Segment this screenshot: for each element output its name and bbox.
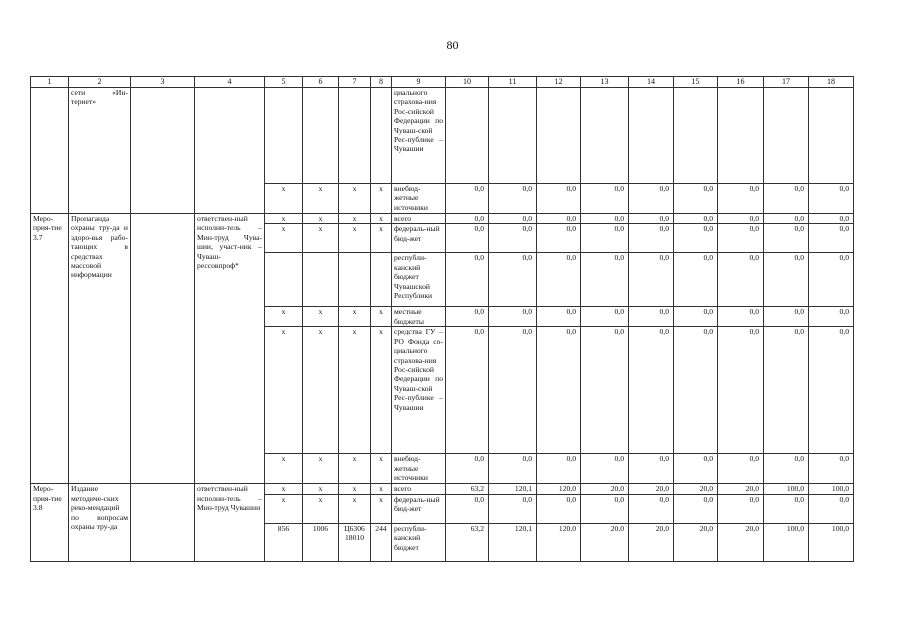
value-cell: 0,0 — [809, 494, 854, 523]
funding-source: внебюд-жетные источники — [392, 184, 446, 214]
value-cell: 0,0 — [809, 253, 854, 307]
table-cell — [764, 88, 809, 184]
value-cell: 0,0 — [489, 307, 537, 327]
value-cell: 0,0 — [446, 327, 489, 454]
table-cell: x — [339, 494, 371, 523]
table-cell — [303, 253, 339, 307]
table-cell: x — [265, 214, 303, 224]
value-cell: 0,0 — [581, 327, 629, 454]
value-cell: 0,0 — [581, 224, 629, 253]
table-cell: x — [371, 224, 392, 253]
funding-source: всего — [392, 214, 446, 224]
value-cell: 0,0 — [764, 214, 809, 224]
funding-source: республи-канский бюджет Чувашской Республики — [392, 253, 446, 307]
value-cell: 120,0 — [537, 484, 581, 494]
table-cell: x — [265, 307, 303, 327]
value-cell: 0,0 — [489, 327, 537, 454]
column-header: 10 — [446, 77, 489, 88]
value-cell: 0,0 — [629, 454, 674, 484]
value-cell: 0,0 — [537, 253, 581, 307]
column-header: 4 — [195, 77, 265, 88]
column-header: 16 — [718, 77, 764, 88]
value-cell: 0,0 — [446, 184, 489, 214]
funding-source: федераль-ный бюд-жет — [392, 494, 446, 523]
table-cell: x — [371, 454, 392, 484]
table-cell — [581, 88, 629, 184]
table-cell: x — [371, 184, 392, 214]
funding-source: республи-канский бюджет — [392, 523, 446, 561]
value-cell: 0,0 — [718, 307, 764, 327]
table-row — [31, 214, 854, 224]
measure-title: Издание методиче-ских реко-мендаций по вопросам охраны тру-да — [69, 484, 131, 561]
table-cell — [195, 88, 265, 214]
value-cell: 0,0 — [537, 327, 581, 454]
value-cell: 0,0 — [446, 214, 489, 224]
value-cell: 100,0 — [764, 523, 809, 561]
value-cell: 0,0 — [809, 454, 854, 484]
table-cell: x — [303, 454, 339, 484]
column-header: 8 — [371, 77, 392, 88]
value-cell: 0,0 — [629, 224, 674, 253]
table-cell: 244 — [371, 523, 392, 561]
value-cell: 0,0 — [764, 184, 809, 214]
table-cell: x — [303, 307, 339, 327]
value-cell: 0,0 — [674, 184, 718, 214]
column-header: 11 — [489, 77, 537, 88]
table-cell: x — [265, 327, 303, 454]
value-cell: 63,2 — [446, 484, 489, 494]
value-cell: 0,0 — [674, 253, 718, 307]
value-cell: 0,0 — [537, 214, 581, 224]
funding-source: внебюд-жетные источники — [392, 454, 446, 484]
column-header: 3 — [131, 77, 195, 88]
value-cell: 0,0 — [581, 253, 629, 307]
column-header: 18 — [809, 77, 854, 88]
table-cell: x — [303, 184, 339, 214]
value-cell: 0,0 — [537, 494, 581, 523]
value-cell: 0,0 — [764, 494, 809, 523]
value-cell: 0,0 — [718, 494, 764, 523]
value-cell: 0,0 — [674, 224, 718, 253]
value-cell: 0,0 — [581, 494, 629, 523]
value-cell: 0,0 — [809, 224, 854, 253]
value-cell: 0,0 — [764, 454, 809, 484]
table-cell: x — [339, 454, 371, 484]
table-cell: x — [371, 327, 392, 454]
value-cell: 0,0 — [446, 494, 489, 523]
value-cell: 0,0 — [674, 454, 718, 484]
value-cell: 0,0 — [581, 307, 629, 327]
value-cell: 0,0 — [718, 253, 764, 307]
value-cell: 120,0 — [537, 523, 581, 561]
value-cell: 0,0 — [581, 214, 629, 224]
funding-source: всего — [392, 484, 446, 494]
table-cell: x — [303, 494, 339, 523]
value-cell: 0,0 — [489, 184, 537, 214]
table-cell — [131, 484, 195, 561]
value-cell: 100,0 — [764, 484, 809, 494]
value-cell: 0,0 — [674, 494, 718, 523]
table-cell: 1006 — [303, 523, 339, 561]
value-cell: 0,0 — [674, 307, 718, 327]
table-cell: x — [371, 307, 392, 327]
value-cell: 0,0 — [764, 327, 809, 454]
value-cell: 0,0 — [718, 224, 764, 253]
value-cell: 0,0 — [764, 307, 809, 327]
column-header: 7 — [339, 77, 371, 88]
table-cell — [809, 88, 854, 184]
value-cell: 0,0 — [446, 307, 489, 327]
value-cell: 0,0 — [537, 184, 581, 214]
table-cell: сети «Ин-тернет» — [69, 88, 131, 214]
table-cell — [339, 253, 371, 307]
column-header: 2 — [69, 77, 131, 88]
value-cell: 0,0 — [764, 224, 809, 253]
value-cell: 0,0 — [629, 307, 674, 327]
table-body — [31, 77, 854, 562]
value-cell: 0,0 — [629, 327, 674, 454]
table-cell: Ц6306 18010 — [339, 523, 371, 561]
value-cell: 0,0 — [809, 214, 854, 224]
column-header: 1 — [31, 77, 69, 88]
value-cell: 0,0 — [581, 184, 629, 214]
value-cell: 0,0 — [629, 253, 674, 307]
table-cell — [131, 88, 195, 214]
value-cell: 0,0 — [489, 494, 537, 523]
table-row — [31, 88, 854, 184]
value-cell: 0,0 — [674, 327, 718, 454]
measure-title: Пропаганда охраны тру-да и здоро-вья рабо-тающих в средствах массовой информации — [69, 214, 131, 484]
funding-source: федераль-ный бюд-жет — [392, 224, 446, 253]
table-cell: x — [303, 327, 339, 454]
table-cell — [303, 88, 339, 184]
funding-source: средства ГУ – РО Фонда со-циального страхова-ния Рос-сийской Федерации по Чуваш-ской Рес-публике – Чувашии — [392, 327, 446, 454]
value-cell: 20,0 — [674, 523, 718, 561]
table-cell: x — [371, 484, 392, 494]
value-cell: 0,0 — [718, 327, 764, 454]
column-header: 6 — [303, 77, 339, 88]
value-cell: 20,0 — [581, 523, 629, 561]
responsible: ответствен-ный исполни-тель – Мин-труд Чувашии — [195, 484, 265, 561]
column-header: 5 — [265, 77, 303, 88]
funding-source: местные бюджеты — [392, 307, 446, 327]
value-cell: 0,0 — [809, 307, 854, 327]
value-cell: 0,0 — [629, 494, 674, 523]
value-cell: 0,0 — [718, 454, 764, 484]
value-cell: 20,0 — [629, 523, 674, 561]
table-cell — [371, 253, 392, 307]
value-cell: 0,0 — [537, 454, 581, 484]
column-header: 14 — [629, 77, 674, 88]
table-cell — [339, 88, 371, 184]
column-header: 17 — [764, 77, 809, 88]
table-cell: x — [339, 224, 371, 253]
table-cell — [265, 88, 303, 184]
value-cell: 100,0 — [809, 523, 854, 561]
program-table — [30, 76, 854, 562]
value-cell: 20,0 — [674, 484, 718, 494]
value-cell: 100,0 — [809, 484, 854, 494]
column-header: 13 — [581, 77, 629, 88]
value-cell: 20,0 — [718, 484, 764, 494]
table-cell: x — [265, 224, 303, 253]
table-cell: x — [265, 454, 303, 484]
table-cell: 856 — [265, 523, 303, 561]
table-cell: x — [339, 214, 371, 224]
value-cell: 0,0 — [581, 454, 629, 484]
value-cell: 0,0 — [489, 253, 537, 307]
value-cell: 0,0 — [537, 307, 581, 327]
value-cell: 0,0 — [674, 214, 718, 224]
value-cell: 0,0 — [446, 253, 489, 307]
value-cell: 0,0 — [489, 214, 537, 224]
value-cell: 0,0 — [537, 224, 581, 253]
table-cell — [537, 88, 581, 184]
table-cell: циального страхова-ния Рос-сийской Федерации по Чуваш-ской Рес-публике – Чувашии — [392, 88, 446, 184]
value-cell: 0,0 — [446, 454, 489, 484]
measure-label: Меро-прия-тие 3.8 — [31, 484, 69, 561]
value-cell: 120,1 — [489, 484, 537, 494]
table-cell: x — [265, 494, 303, 523]
column-header: 15 — [674, 77, 718, 88]
value-cell: 0,0 — [629, 184, 674, 214]
column-header: 9 — [392, 77, 446, 88]
table-cell: x — [303, 214, 339, 224]
value-cell: 63,2 — [446, 523, 489, 561]
table-cell: x — [339, 307, 371, 327]
table-cell: x — [265, 184, 303, 214]
table-cell: x — [265, 484, 303, 494]
value-cell: 0,0 — [809, 184, 854, 214]
column-header: 12 — [537, 77, 581, 88]
value-cell: 20,0 — [629, 484, 674, 494]
value-cell: 20,0 — [718, 523, 764, 561]
header-row — [31, 77, 854, 88]
table-cell: x — [303, 484, 339, 494]
table-cell — [265, 253, 303, 307]
table-cell — [371, 88, 392, 184]
table-cell: x — [371, 214, 392, 224]
table-cell: x — [339, 184, 371, 214]
value-cell: 0,0 — [489, 224, 537, 253]
table-cell — [131, 214, 195, 484]
value-cell: 0,0 — [489, 454, 537, 484]
table-cell — [629, 88, 674, 184]
responsible: ответствен-ный исполни-тель – Мин-труд Чува-шии, участ-ник – Чуваш-рессовпроф* — [195, 214, 265, 484]
table-cell: x — [339, 327, 371, 454]
table-cell — [31, 88, 69, 214]
table-cell: x — [371, 494, 392, 523]
measure-label: Меро-прия-тие 3.7 — [31, 214, 69, 484]
value-cell: 0,0 — [718, 214, 764, 224]
page-number: 80 — [446, 38, 459, 52]
value-cell: 0,0 — [629, 214, 674, 224]
table-row — [31, 484, 854, 494]
value-cell: 0,0 — [718, 184, 764, 214]
value-cell: 120,1 — [489, 523, 537, 561]
value-cell: 0,0 — [764, 253, 809, 307]
value-cell: 20,0 — [581, 484, 629, 494]
value-cell: 0,0 — [809, 327, 854, 454]
table-cell: x — [303, 224, 339, 253]
table-cell — [718, 88, 764, 184]
table-cell: x — [339, 484, 371, 494]
value-cell: 0,0 — [446, 224, 489, 253]
table-cell — [446, 88, 489, 184]
table-cell — [489, 88, 537, 184]
table-cell — [674, 88, 718, 184]
